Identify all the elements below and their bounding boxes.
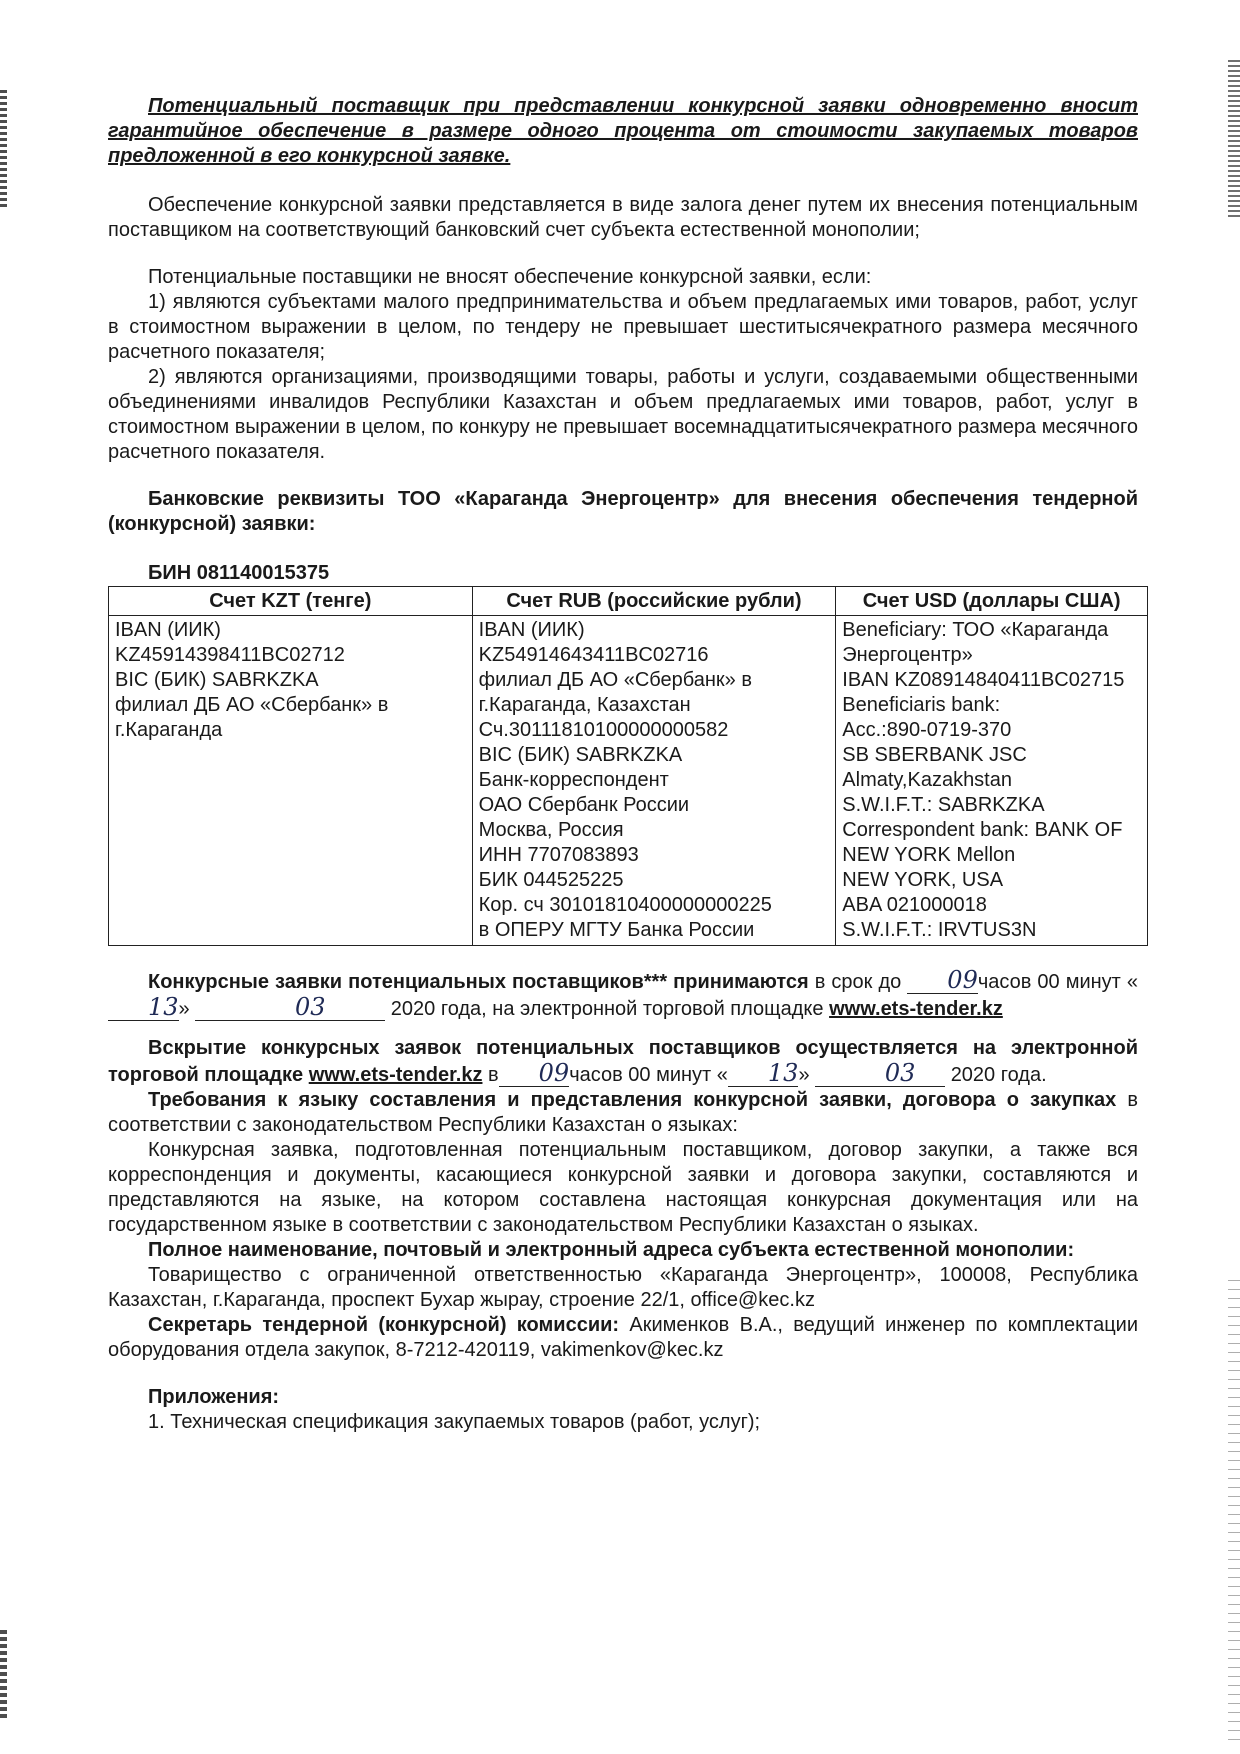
bin-number: БИН 081140015375 [148,562,330,584]
scan-artifact-right [1228,60,1240,220]
opening-month-handwritten: 03 [815,1061,945,1087]
usd-line: Beneficiaris bank: [842,694,1001,716]
usd-line: Correspondent bank: BANK OF [842,819,1123,841]
rub-line: ОАО Сбербанк России [478,794,690,816]
acceptance-paragraph [108,968,1138,1022]
entity-heading: Полное наименование, почтовый и электронный адреса субъекта естественной монополии: [148,1239,1075,1261]
appendix-item-1: 1. Техническая спецификация закупаемых товаров (работ, услуг); [148,1411,761,1433]
kzt-details-cell [109,616,473,946]
acceptance-minutes-label: минут « [1065,971,1138,993]
bank-details-heading: Банковские реквизиты ТОО «Караганда Энергоцентр» для внесения обеспечения тендерной (конкурсной) заявки: [108,488,1138,535]
rub-line: BIC (БИК) SABRKZKA [478,744,683,766]
header-usd: Счет USD (доллары США) [836,587,1148,616]
entity-body: Товарищество с ограниченной ответственностью «Караганда Энергоцентр», 100008, Республика Казахстан, г.Караганда, проспект Бухар жырау, строение 22/1, office@kec.kz [108,1264,1138,1311]
usd-line: Acc.:890-0719-370 [842,719,1012,741]
rub-line: филиал ДБ АО «Сбербанк» в [478,669,752,691]
exempt-item-1: 1) являются субъектами малого предпринимательства и объем предлагаемых ими товаров, работ, услуг в стоимостном выражении в целом, по тендеру не превышает шеститысячекратного размера месячного расчетного показателя; [108,291,1138,363]
opening-day-close: » [798,1064,810,1086]
rub-line: г.Караганда, Казахстан [478,694,691,716]
opening-day-handwritten: 13 [728,1061,799,1087]
security-paragraph: Обеспечение конкурсной заявки представляется в виде залога денег путем их внесения потенциальным поставщиком на соответствующий банковский счет субъекта естественной монополии; [108,194,1138,241]
scan-artifact-left [0,90,7,210]
header-kzt: Счет KZT (тенге) [109,587,473,616]
acceptance-site-link[interactable]: www.ets-tender.kz [829,998,1003,1020]
language-body: Конкурсная заявка, подготовленная потенциальным поставщиком, договор закупки, а также вся корреспонденция и документы, касающиеся конкурсной заявки и договора закупки, составляются и представляются на языке, на котором составлена настоящая конкурсная документация или на государственном языке в соответствии с законодательством Республики Казахстан о языках. [108,1139,1138,1236]
acceptance-day-handwritten: 13 [108,995,179,1021]
opening-paragraph [108,1036,1138,1088]
rub-line: ИНН 7707083893 [478,844,639,866]
language-rest: в соответствии с законодательством Республики Казахстан о языках: [108,1089,1139,1136]
rub-line: Сч.30111810100000000582 [478,719,729,741]
usd-line: NEW YORK, USA [842,869,1004,891]
bank-table-row [109,616,1148,946]
opening-bold: Вскрытие конкурсных заявок потенциальных поставщиков осуществляется на электронной торговой площадке [108,1037,1138,1086]
bank-table-header-row [109,587,1148,616]
usd-line: Almaty,Kazakhstan [842,769,1012,791]
acceptance-hour-handwritten: 09 [907,968,978,994]
opening-year-text: 2020 года. [950,1064,1047,1086]
rub-details-cell [472,616,836,946]
kzt-line: IBAN (ИИК) [115,619,221,641]
scan-artifact-right-bottom [1228,1280,1240,1740]
usd-line: Энергоцентр» [842,644,973,666]
rub-line: БИК 044525225 [478,869,624,891]
usd-line: Beneficiary: ТОО «Караганда [842,619,1109,641]
acceptance-day-close: » [178,998,190,1020]
acceptance-hours-label: часов 00 [977,971,1060,993]
acceptance-month-handwritten: 03 [195,995,385,1021]
document-content [108,94,1138,1435]
acceptance-bold: Конкурсные заявки потенциальных поставщиков*** [148,971,668,993]
acceptance-term: в срок до [814,971,902,993]
exempt-lead: Потенциальные поставщики не вносят обеспечение конкурсной заявки, если: [148,266,872,288]
usd-details-cell [836,616,1148,946]
kzt-line: BIC (БИК) SABRKZKA [115,669,319,691]
usd-line: ABA 021000018 [842,894,987,916]
opening-hour-handwritten: 09 [499,1061,570,1087]
language-bold: Требования к языку составления и представления конкурсной заявки, договора о закупках [148,1089,1117,1111]
opening-in: в [488,1064,499,1086]
secretary-bold: Секретарь тендерной (конкурсной) комиссии: [148,1314,620,1336]
kzt-line: филиал ДБ АО «Сбербанк» в [115,694,389,716]
opening-hours-label: часов 00 минут « [569,1064,728,1086]
usd-line: SB SBERBANK JSC [842,744,1027,766]
opening-site-link[interactable]: www.ets-tender.kz [308,1064,483,1086]
secretary-paragraph [108,1313,1138,1363]
language-paragraph [108,1088,1138,1138]
bank-details-table [108,586,1148,946]
header-rub: Счет RUB (российские рубли) [472,587,836,616]
secretary-rest: Акименков В.А., ведущий инженер по комплектации оборудования отдела закупок, 8-7212-420119, vakimenkov@kec.kz [108,1314,1138,1361]
usd-line: S.W.I.F.T.: SABRKZKA [842,794,1045,816]
usd-line: S.W.I.F.T.: IRVTUS3N [842,919,1037,941]
usd-line: NEW YORK Mellon [842,844,1016,866]
acceptance-year-text: 2020 года, на электронной торговой площадке [390,998,824,1020]
intro-paragraph: Потенциальный поставщик при представлении конкурсной заявки одновременно вносит гарантийное обеспечение в размере одного процента от стоимости закупаемых товаров предложенной в его конкурсной заявке. [108,95,1138,167]
rub-line: Банк-корреспондент [478,769,669,791]
kzt-line: г.Караганда [115,719,223,741]
kzt-line: KZ45914398411BC02712 [115,644,345,666]
rub-line: Москва, Россия [478,819,624,841]
rub-line: KZ54914643411BC02716 [478,644,709,666]
acceptance-verb: принимаются [673,971,809,993]
appendix-heading: Приложения: [148,1386,280,1408]
scan-artifact-left-bottom [0,1630,7,1720]
exempt-item-2: 2) являются организациями, производящими товары, работы и услуги, создаваемыми общественными объединениями инвалидов Республики Казахстан и объем предлагаемых ими товаров, работ, услуг в стоимостном выражении в целом, по конкуру не превышает восемнадцатитысячекратного размера месячного расчетного показателя. [108,366,1138,463]
rub-line: в ОПЕРУ МГТУ Банка России [478,919,755,941]
usd-line: IBAN KZ08914840411BC02715 [842,669,1125,691]
rub-line: Кор. сч 30101810400000000225 [478,894,772,916]
rub-line: IBAN (ИИК) [478,619,585,641]
